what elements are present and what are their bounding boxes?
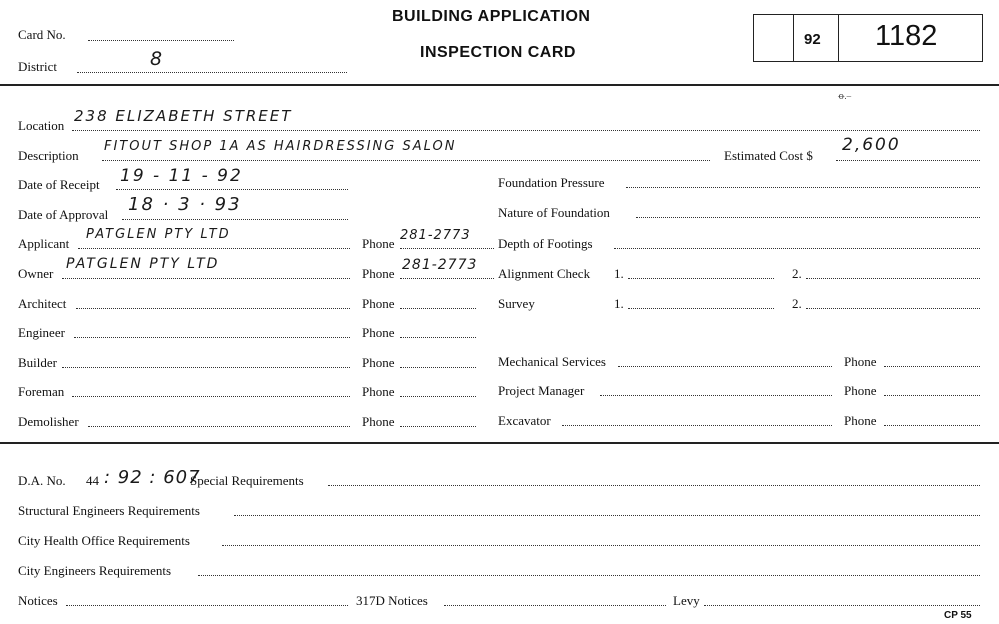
builder-field[interactable] [62, 367, 350, 368]
da-no-value: : 92 : 607 [104, 467, 201, 488]
district-field[interactable] [77, 72, 347, 73]
location-value: 238 ELIZABETH STREET [74, 107, 293, 125]
header-divider [0, 84, 999, 86]
builder-label: Builder [18, 355, 57, 370]
mechanical-services-field[interactable] [618, 366, 832, 367]
owner-phone-value: 281-2773 [402, 257, 478, 273]
excavator-field[interactable] [562, 425, 832, 426]
engineer-label: Engineer [18, 325, 65, 340]
owner-phone-label: Phone [362, 266, 395, 281]
special-requirements-label: Special Requirements [190, 473, 304, 488]
description-value: FITOUT SHOP 1A AS HAIRDRESSING SALON [104, 139, 457, 154]
card-number: 1182 [875, 20, 938, 52]
card-no-field[interactable] [88, 40, 234, 41]
estimated-cost-label: Estimated Cost $ [724, 148, 813, 163]
applicant-phone-label: Phone [362, 236, 395, 251]
excavator-phone-label: Phone [844, 413, 877, 428]
architect-phone-field[interactable] [400, 308, 476, 309]
foreman-label: Foreman [18, 384, 65, 399]
city-health-label: City Health Office Requirements [18, 533, 190, 548]
alignment-check-2-field[interactable] [806, 278, 980, 279]
structural-engineers-label: Structural Engineers Requirements [18, 503, 200, 518]
survey-1-field[interactable] [628, 308, 774, 309]
applicant-value: PATGLEN PTY LTD [86, 227, 231, 242]
form-code: CP 55 [944, 610, 972, 621]
depth-of-footings-field[interactable] [614, 248, 980, 249]
alignment-check-2-label: 2. [792, 266, 802, 281]
date-of-approval-field[interactable] [122, 219, 348, 220]
date-of-receipt-value: 19 - 11 - 92 [120, 166, 243, 186]
da-no-label: D.A. No. [18, 473, 66, 488]
alignment-check-label: Alignment Check [498, 266, 591, 281]
district-label: District [18, 59, 57, 74]
nature-of-foundation-label: Nature of Foundation [498, 205, 610, 220]
notices-317d-label: 317D Notices [356, 593, 428, 608]
notices-field[interactable] [66, 605, 348, 606]
description-label: Description [18, 148, 79, 163]
engineer-phone-field[interactable] [400, 337, 476, 338]
city-engineers-label: City Engineers Requirements [18, 563, 172, 578]
owner-phone-field[interactable] [400, 278, 494, 279]
title-line-1: BUILDING APPLICATION [392, 8, 591, 25]
demolisher-phone-label: Phone [362, 414, 395, 429]
demolisher-label: Demolisher [18, 414, 79, 429]
depth-of-footings-label: Depth of Footings [498, 236, 593, 251]
margin-mark: ꝋ.‒ [838, 91, 852, 101]
demolisher-field[interactable] [88, 426, 350, 427]
location-label: Location [18, 118, 65, 133]
notices-317d-field[interactable] [444, 605, 666, 606]
applicant-phone-value: 281-2773 [400, 228, 471, 243]
engineer-field[interactable] [74, 337, 350, 338]
date-of-approval-value: 18 · 3 · 93 [128, 194, 242, 215]
description-field[interactable] [102, 160, 710, 161]
special-requirements-field[interactable] [328, 485, 980, 486]
foreman-phone-label: Phone [362, 384, 395, 399]
levy-label: Levy [673, 593, 700, 608]
estimated-cost-field[interactable] [836, 160, 980, 161]
notices-label: Notices [18, 593, 58, 608]
applicant-label: Applicant [18, 236, 70, 251]
owner-label: Owner [18, 266, 54, 281]
card-number-prefix: 92 [804, 31, 821, 48]
city-engineers-field[interactable] [198, 575, 980, 576]
project-manager-phone-label: Phone [844, 383, 877, 398]
owner-value: PATGLEN PTY LTD [66, 256, 220, 272]
survey-1-label: 1. [614, 296, 624, 311]
applicant-phone-field[interactable] [400, 248, 494, 249]
survey-2-field[interactable] [806, 308, 980, 309]
mechanical-services-label: Mechanical Services [498, 354, 606, 369]
nature-of-foundation-field[interactable] [636, 217, 980, 218]
title-line-2: INSPECTION CARD [420, 44, 576, 61]
foundation-pressure-label: Foundation Pressure [498, 175, 605, 190]
survey-label: Survey [498, 296, 535, 311]
date-of-receipt-field[interactable] [116, 189, 348, 190]
card-no-label: Card No. [18, 27, 66, 42]
builder-phone-label: Phone [362, 355, 395, 370]
mechanical-services-phone-label: Phone [844, 354, 877, 369]
alignment-check-1-field[interactable] [628, 278, 774, 279]
engineer-phone-label: Phone [362, 325, 395, 340]
district-value: 8 [150, 48, 165, 70]
mechanical-services-phone-field[interactable] [884, 366, 980, 367]
alignment-check-1-label: 1. [614, 266, 624, 281]
foreman-phone-field[interactable] [400, 396, 476, 397]
excavator-label: Excavator [498, 413, 551, 428]
builder-phone-field[interactable] [400, 367, 476, 368]
demolisher-phone-field[interactable] [400, 426, 476, 427]
excavator-phone-field[interactable] [884, 425, 980, 426]
project-manager-label: Project Manager [498, 383, 585, 398]
card-number-box [753, 14, 983, 62]
owner-field[interactable] [62, 278, 350, 279]
city-health-field[interactable] [222, 545, 980, 546]
project-manager-field[interactable] [600, 395, 832, 396]
survey-2-label: 2. [792, 296, 802, 311]
applicant-field[interactable] [78, 248, 350, 249]
estimated-cost-value: 2,600 [842, 135, 901, 155]
levy-field[interactable] [704, 605, 980, 606]
architect-label: Architect [18, 296, 67, 311]
foreman-field[interactable] [72, 396, 350, 397]
architect-field[interactable] [76, 308, 350, 309]
date-of-receipt-label: Date of Receipt [18, 177, 100, 192]
location-field[interactable] [72, 130, 980, 131]
date-of-approval-label: Date of Approval [18, 207, 109, 222]
architect-phone-label: Phone [362, 296, 395, 311]
structural-engineers-field[interactable] [234, 515, 980, 516]
foundation-pressure-field[interactable] [626, 187, 980, 188]
lower-divider [0, 442, 999, 444]
da-no-prefix: 44 [86, 473, 99, 488]
project-manager-phone-field[interactable] [884, 395, 980, 396]
